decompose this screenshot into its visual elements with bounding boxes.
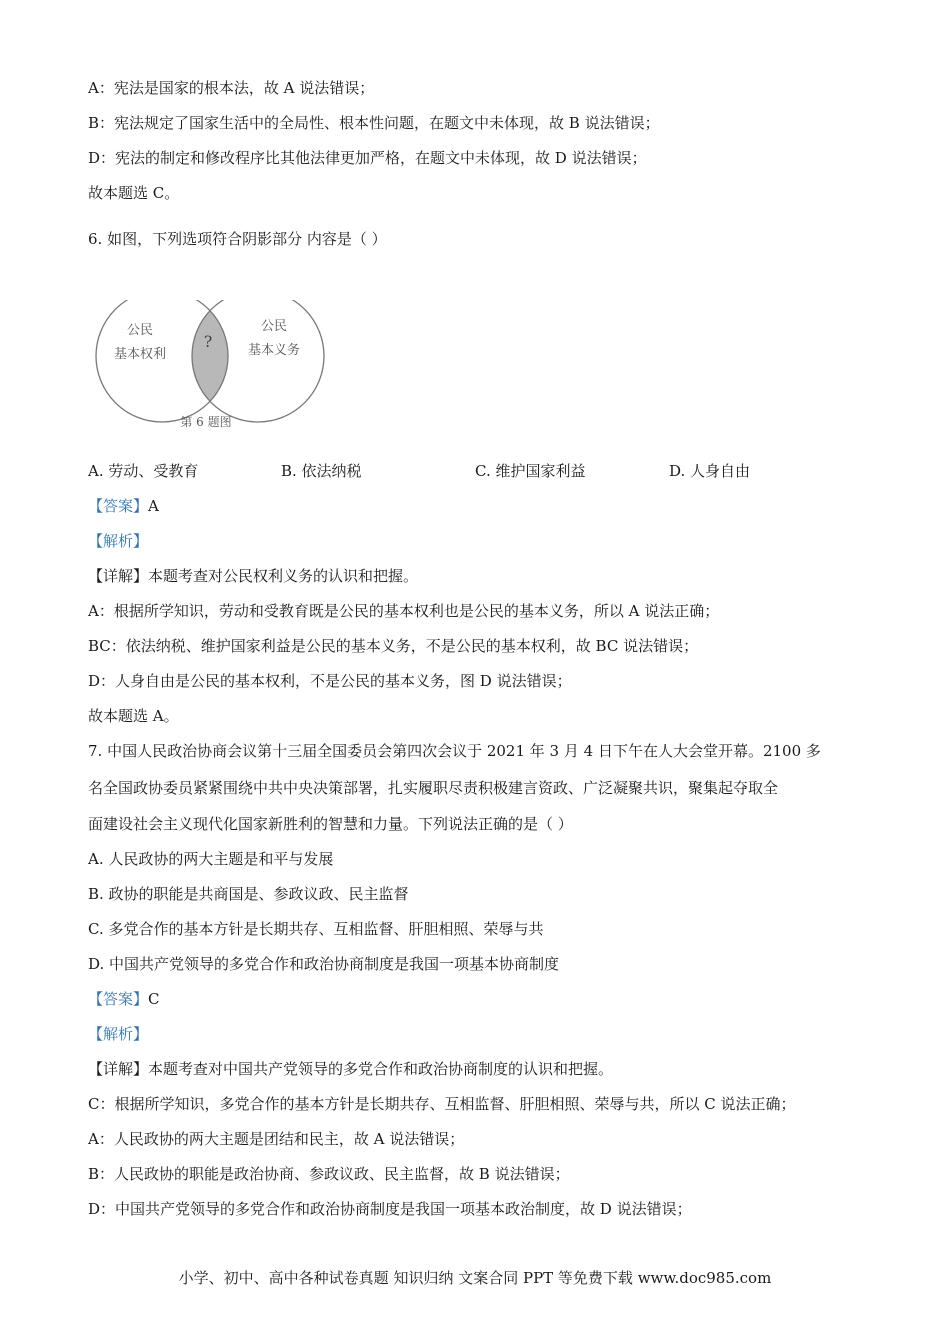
explanation-line: C：根据所学知识，多党合作的基本方针是长期共存、互相监督、肝胆相照、荣辱与共，所以 C 说法正确； (88, 1095, 796, 1113)
venn-diagram (92, 300, 328, 432)
option-c: C. 多党合作的基本方针是长期共存、互相监督、肝胆相照、荣辱与共 (88, 920, 544, 938)
conclusion-line: 故本题选 A。 (88, 707, 179, 725)
option-a: A. 劳动、受教育 (88, 462, 199, 480)
venn-right-label-2: 基本义务 (247, 343, 301, 358)
option-b: B. 依法纳税 (281, 462, 362, 480)
question-7-stem-line: 名全国政协委员紧紧围绕中共中央决策部署，扎实履职尽责积极建言资政、广泛凝聚共识，聚集起夺取全 (88, 779, 779, 797)
detail-tag: 【详解】 (88, 567, 149, 585)
question-7-stem-line: 7. 中国人民政治协商会议第十三届全国委员会第四次会议于 2021 年 3 月 4 日下午在人大会堂开幕。2100 多 (88, 742, 821, 760)
venn-left-label-1: 公民 (126, 323, 154, 338)
answer-value: A (148, 497, 159, 515)
detail-tag: 【详解】 (88, 1060, 149, 1078)
explanation-line: D：人身自由是公民的基本权利，不是公民的基本义务，图 D 说法错误； (88, 672, 572, 690)
option-c: C. 维护国家利益 (475, 462, 586, 480)
conclusion-line: 故本题选 C。 (88, 184, 180, 202)
question-7-stem-line: 面建设社会主义现代化国家新胜利的智慧和力量。下列说法正确的是（ ） (88, 815, 573, 833)
question-6-stem: 6. 如图，下列选项符合阴影部分 内容是（ ） (88, 230, 387, 248)
detail-line (88, 1059, 613, 1079)
explanation-line: A：根据所学知识，劳动和受教育既是公民的基本权利也是公民的基本义务，所以 A 说法正确； (88, 602, 720, 620)
option-a: A. 人民政协的两大主题是和平与发展 (88, 850, 334, 868)
analysis-line: D：宪法的制定和修改程序比其他法律更加严格，在题文中未体现，故 D 说法错误； (88, 149, 647, 167)
page-footer: 小学、初中、高中各种试卷真题 知识归纳 文案合同 PPT 等免费下载 www.doc985.com (178, 1269, 772, 1287)
option-b: B. 政协的职能是共商国是、参政议政、民主监督 (88, 885, 409, 903)
answer-tag: 【答案】 (88, 990, 149, 1008)
analysis-line: A：宪法是国家的根本法，故 A 说法错误； (88, 79, 375, 97)
venn-right-label-1: 公民 (260, 319, 288, 334)
answer-line (88, 989, 160, 1009)
answer-tag: 【答案】 (88, 497, 149, 515)
venn-question-mark: ? (203, 332, 213, 351)
detail-line (88, 566, 418, 586)
analysis-heading (88, 531, 148, 551)
analysis-tag: 【解析】 (88, 1025, 149, 1043)
analysis-heading (88, 1024, 148, 1044)
explanation-line: D：中国共产党领导的多党合作和政治协商制度是我国一项基本政治制度，故 D 说法错误； (88, 1200, 692, 1218)
explanation-line: BC：依法纳税、维护国家利益是公民的基本义务，不是公民的基本权利，故 BC 说法错误； (88, 637, 699, 655)
answer-value: C (148, 990, 160, 1008)
option-d: D. 中国共产党领导的多党合作和政治协商制度是我国一项基本协商制度 (88, 955, 560, 973)
analysis-tag: 【解析】 (88, 532, 149, 550)
detail-text: 本题考查对公民权利义务的认识和把握。 (148, 567, 419, 585)
venn-left-label-2: 基本权利 (113, 347, 167, 362)
option-d: D. 人身自由 (669, 462, 751, 480)
explanation-line: B：人民政协的职能是政治协商、参政议政、民主监督，故 B 说法错误； (88, 1165, 570, 1183)
analysis-line: B：宪法规定了国家生活中的全局性、根本性问题，在题文中未体现，故 B 说法错误； (88, 114, 660, 132)
figure-caption: 第 6 题图 (180, 415, 232, 429)
detail-text: 本题考查对中国共产党领导的多党合作和政治协商制度的认识和把握。 (148, 1060, 614, 1078)
explanation-line: A：人民政协的两大主题是团结和民主，故 A 说法错误； (88, 1130, 465, 1148)
question-6-options (88, 460, 868, 482)
answer-line (88, 496, 159, 516)
